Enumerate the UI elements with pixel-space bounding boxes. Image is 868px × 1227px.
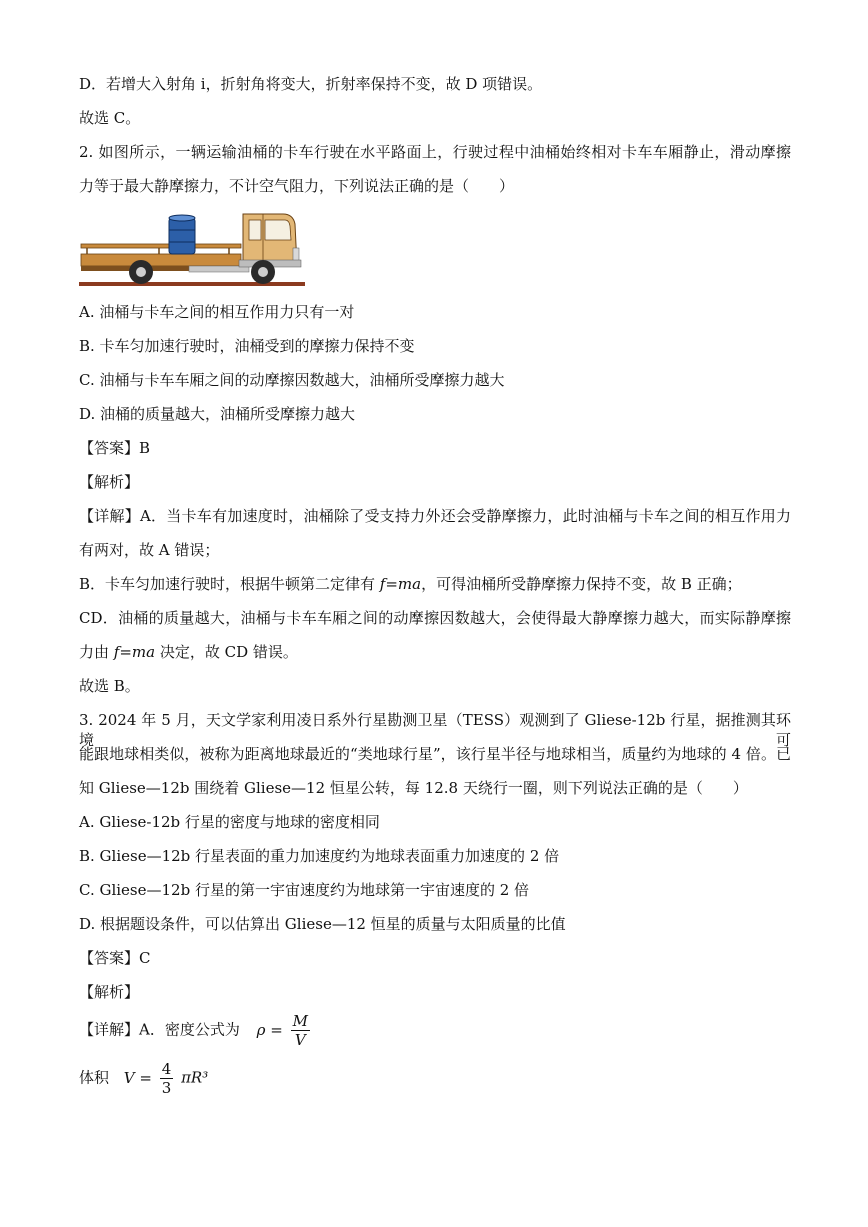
volume-fraction bbox=[160, 1060, 174, 1097]
q3-stem-line1: 3. 2024 年 5 月，天文学家利用凌日系外行星勘测卫星（TESS）观测到了 Gliese-12b 行星，据推测其环境可 bbox=[79, 711, 791, 749]
q3-option-a: A. Gliese-12b 行星的密度与地球的密度相同 bbox=[79, 813, 380, 831]
q2-answer: 【答案】B bbox=[79, 439, 151, 457]
q2-detail-line1: 【详解】A．当卡车有加速度时，油桶除了受支持力外还会受静摩擦力，此时油桶与卡车之间的相互作用力 bbox=[79, 507, 791, 525]
volume-numerator: 4 bbox=[161, 1060, 172, 1078]
q3-answer: 【答案】C bbox=[79, 949, 151, 967]
density-fraction bbox=[291, 1012, 310, 1049]
q3-stem-line3: 知 Gliese—12b 围绕着 Gliese—12 恒星公转，每 12.8 天绕行一圈，则下列说法正确的是（ ） bbox=[79, 779, 748, 797]
q2-analysis-heading: 【解析】 bbox=[79, 473, 140, 491]
q2-detail-line5-pre: 力由 bbox=[79, 643, 114, 661]
q3-option-b: B. Gliese—12b 行星表面的重力加速度约为地球表面重力加速度的 2 倍 bbox=[79, 847, 560, 865]
formula-f-ma: f=ma bbox=[379, 575, 422, 593]
oil-barrel bbox=[169, 215, 195, 254]
density-formula-line bbox=[79, 1012, 313, 1049]
q2-detail-line5-post: 决定，故 CD 错误。 bbox=[155, 643, 298, 661]
truck-illustration bbox=[79, 208, 305, 290]
q2-stem-line2: 力等于最大静摩擦力，不计空气阻力，下列说法正确的是（ ） bbox=[79, 177, 515, 195]
q2-detail-line2: 有两对，故 A 错误； bbox=[79, 541, 220, 559]
q2-option-a: A. 油桶与卡车之间的相互作用力只有一对 bbox=[79, 303, 355, 321]
formula-f-ma-2: f=ma bbox=[113, 643, 156, 661]
q2-option-c: C. 油桶与卡车车厢之间的动摩擦因数越大，油桶所受摩擦力越大 bbox=[79, 371, 505, 389]
q3-detail-line1: 【详解】A．密度公式为 bbox=[79, 1020, 240, 1039]
volume-denominator: 3 bbox=[161, 1079, 172, 1097]
volume-lhs: V = bbox=[123, 1068, 152, 1087]
volume-rhs: πR³ bbox=[181, 1068, 209, 1087]
density-denominator: V bbox=[294, 1031, 306, 1049]
q2-detail-line4: CD．油桶的质量越大，油桶与卡车车厢之间的动摩擦因数越大，会使得最大静摩擦力越大，而实际静摩擦 bbox=[79, 609, 791, 627]
front-wheel bbox=[251, 260, 275, 284]
ground bbox=[79, 282, 305, 286]
q3-option-d: D. 根据题设条件，可以估算出 Gliese—12 恒星的质量与太阳质量的比值 bbox=[79, 915, 566, 933]
volume-label: 体积 bbox=[79, 1068, 110, 1087]
volume-formula-line bbox=[79, 1060, 208, 1097]
rear-wheel bbox=[129, 260, 153, 284]
q2-detail-line3 bbox=[79, 574, 742, 594]
q1-option-d: D．若增大入射角 i，折射角将变大，折射率保持不变，故 D 项错误。 bbox=[79, 75, 543, 93]
q3-option-c: C. Gliese—12b 行星的第一宇宙速度约为地球第一宇宙速度的 2 倍 bbox=[79, 881, 530, 899]
density-numerator: M bbox=[292, 1012, 308, 1030]
q2-detail-line3-pre: B．卡车匀加速行驶时，根据牛顿第二定律有 bbox=[79, 575, 380, 593]
q2-option-d: D. 油桶的质量越大，油桶所受摩擦力越大 bbox=[79, 405, 356, 423]
q2-option-b: B. 卡车匀加速行驶时，油桶受到的摩擦力保持不变 bbox=[79, 337, 415, 355]
q2-detail-line5 bbox=[79, 642, 298, 662]
q3-stem-line2: 能跟地球相类似，被称为距离地球最近的“类地球行星”，该行星半径与地球相当，质量约为地球的 4 倍。已 bbox=[79, 745, 791, 763]
q1-conclusion: 故选 C。 bbox=[79, 109, 141, 127]
q2-stem-line1: 2. 如图所示，一辆运输油桶的卡车行驶在水平路面上，行驶过程中油桶始终相对卡车车厢静止，滑动摩擦 bbox=[79, 143, 791, 161]
truck-cab bbox=[239, 214, 301, 267]
density-lhs: ρ = bbox=[256, 1020, 283, 1039]
q2-conclusion: 故选 B。 bbox=[79, 677, 140, 695]
q2-detail-line3-post: ，可得油桶所受静摩擦力保持不变，故 B 正确； bbox=[421, 575, 742, 593]
q3-analysis-heading: 【解析】 bbox=[79, 983, 140, 1001]
